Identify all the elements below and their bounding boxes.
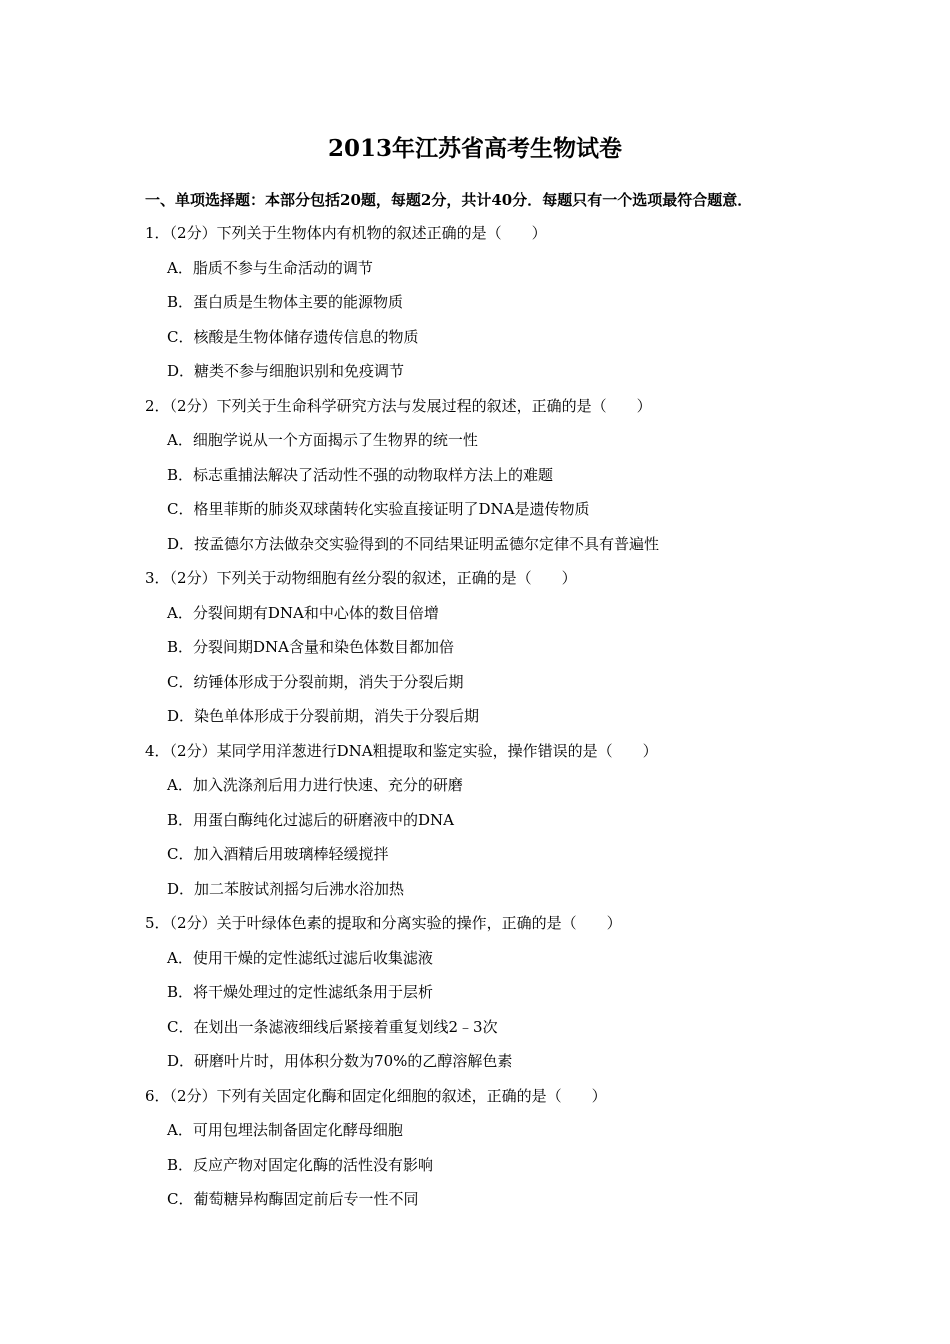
answer-option [145, 774, 845, 809]
question-score: （2分） [169, 914, 217, 932]
option-text: 葡萄糖异构酶固定前后专一性不同 [193, 1190, 419, 1208]
question-text: 下列关于动物细胞有丝分裂的叙述，正确的是（ ） [216, 569, 577, 587]
question-score: （2分） [169, 224, 217, 242]
option-text: 研磨叶片时，用体积分数为70%的乙醇溶解色素 [194, 1052, 513, 1070]
answer-option [145, 705, 845, 740]
answer-option [145, 843, 845, 878]
option-letter: D． [167, 879, 195, 898]
option-text: 分裂间期有DNA和中心体的数目倍增 [192, 603, 439, 622]
option-letter: B． [167, 465, 194, 484]
option-text: 用蛋白酶纯化过滤后的研磨液中的DNA [193, 810, 455, 829]
answer-option [145, 326, 845, 361]
option-text: 加入酒精后用玻璃棒轻缓搅拌 [193, 845, 389, 863]
option-text: 反应产物对固定化酶的活性没有影响 [193, 1155, 434, 1174]
question-text: 某同学用洋葱进行DNA粗提取和鉴定实验，操作错误的是（ ） [216, 741, 658, 760]
question-score: （2分） [169, 569, 217, 587]
option-text: 将干燥处理过的定性滤纸条用于层析 [193, 983, 434, 1001]
option-letter: D． [167, 534, 195, 553]
option-letter: C． [167, 672, 194, 691]
question-stem [145, 395, 845, 430]
option-text: 纺锤体形成于分裂前期，消失于分裂后期 [193, 672, 464, 691]
option-letter: D． [167, 707, 195, 725]
question-score: （2分） [169, 741, 217, 760]
option-letter: B． [167, 983, 194, 1001]
question-text: 下列关于生物体内有机物的叙述正确的是（ ） [216, 224, 547, 242]
question-number: 2． [145, 396, 170, 415]
answer-option [145, 1016, 845, 1051]
question-number: 1． [145, 224, 170, 242]
question-number: 6． [145, 1086, 170, 1105]
answer-option [145, 878, 845, 913]
option-text: 在划出一条滤液细线后紧接着重复划线2﹣3次 [193, 1017, 498, 1036]
option-letter: B． [167, 293, 194, 311]
question-stem [145, 567, 845, 602]
answer-option [145, 947, 845, 982]
option-text: 加入洗涤剂后用力进行快速、充分的研磨 [192, 776, 463, 794]
option-letter: A． [167, 948, 193, 967]
answer-option [145, 1188, 845, 1223]
option-letter: A． [167, 603, 193, 622]
option-letter: C． [167, 845, 194, 863]
answer-option [145, 498, 845, 533]
option-text: 使用干燥的定性滤纸过滤后收集滤液 [192, 948, 433, 967]
question-stem [145, 740, 845, 775]
answer-option [145, 1119, 845, 1154]
option-text: 核酸是生物体储存遗传信息的物质 [193, 327, 419, 346]
option-letter: B． [167, 1155, 194, 1174]
question-stem [145, 1085, 845, 1120]
option-letter: A． [167, 431, 193, 449]
answer-option [145, 257, 845, 292]
option-text: 分裂间期DNA含量和染色体数目都加倍 [193, 638, 455, 656]
answer-option [145, 429, 845, 464]
option-letter: A． [167, 1121, 193, 1139]
question-score: （2分） [169, 1086, 217, 1105]
option-text: 格里菲斯的肺炎双球菌转化实验直接证明了DNA是遗传物质 [193, 500, 590, 518]
option-text: 按孟德尔方法做杂交实验得到的不同结果证明孟德尔定律不具有普遍性 [194, 534, 660, 553]
option-letter: B． [167, 810, 194, 829]
answer-option [145, 291, 845, 326]
question-list [145, 222, 845, 1223]
question-score: （2分） [169, 396, 217, 415]
option-letter: A． [167, 776, 193, 794]
section-heading: 一、单项选择题：本部分包括20题，每题2分，共计40分．每题只有一个选项最符合题意． [145, 191, 753, 209]
answer-option [145, 1050, 845, 1085]
question-stem [145, 222, 845, 257]
question-text: 关于叶绿体色素的提取和分离实验的操作，正确的是（ ） [216, 914, 622, 932]
option-letter: D． [167, 362, 195, 380]
question-number: 5． [145, 914, 170, 932]
question-text: 下列关于生命科学研究方法与发展过程的叙述，正确的是（ ） [216, 396, 652, 415]
question-text: 下列有关固定化酶和固定化细胞的叙述，正确的是（ ） [216, 1086, 607, 1105]
answer-option [145, 636, 845, 671]
answer-option [145, 464, 845, 499]
option-text: 细胞学说从一个方面揭示了生物界的统一性 [192, 431, 478, 449]
option-letter: C． [167, 327, 194, 346]
option-letter: B． [167, 638, 194, 656]
option-text: 蛋白质是生物体主要的能源物质 [193, 293, 404, 311]
answer-option [145, 1154, 845, 1189]
question-number: 4． [145, 741, 170, 760]
question-number: 3． [145, 569, 170, 587]
answer-option [145, 981, 845, 1016]
option-text: 标志重捕法解决了活动性不强的动物取样方法上的难题 [193, 465, 554, 484]
option-text: 加二苯胺试剂摇匀后沸水浴加热 [194, 879, 405, 898]
option-letter: C． [167, 1190, 194, 1208]
option-text: 可用包埋法制备固定化酵母细胞 [192, 1121, 403, 1139]
question-stem [145, 912, 845, 947]
answer-option [145, 602, 845, 637]
answer-option [145, 533, 845, 568]
option-text: 染色单体形成于分裂前期，消失于分裂后期 [194, 707, 480, 725]
answer-option [145, 671, 845, 706]
option-text: 脂质不参与生命活动的调节 [192, 258, 373, 277]
option-letter: A． [167, 258, 193, 277]
option-letter: C． [167, 500, 194, 518]
option-letter: C． [167, 1017, 194, 1036]
answer-option [145, 809, 845, 844]
answer-option [145, 360, 845, 395]
page-title: 2013年江苏省高考生物试卷 [327, 135, 622, 162]
option-letter: D． [167, 1052, 195, 1070]
option-text: 糖类不参与细胞识别和免疫调节 [194, 362, 405, 380]
